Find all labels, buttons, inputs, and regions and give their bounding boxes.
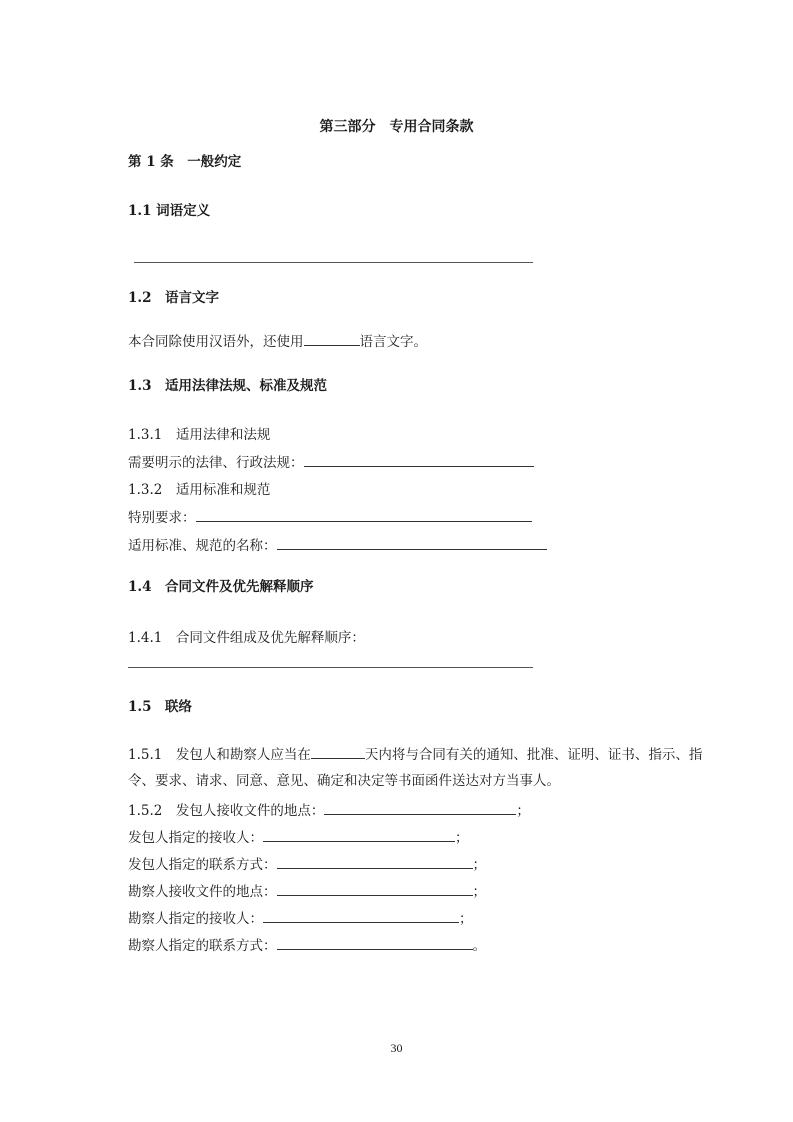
document-order-label: 1.4.1 合同文件组成及优先解释顺序：: [128, 630, 365, 646]
notice-clause-line-2: 令、要求、请求、同意、意见、确定和决定等书面函件送达对方当事人。: [128, 773, 560, 789]
surveyor-address-label: 勘察人接收文件的地点：: [128, 884, 277, 900]
article-1-heading: 第 1 条 一般约定: [128, 154, 242, 170]
surveyor-contact-blank[interactable]: [277, 936, 473, 950]
section-1-3-heading: 1.3 适用法律法规、标准及规范: [128, 378, 327, 394]
special-requirements-field: [128, 508, 532, 528]
page-title: 第三部分 专用合同条款: [319, 119, 474, 135]
notice-text-before: 1.5.1 发包人和勘察人应当在: [128, 747, 311, 763]
laws-blank[interactable]: [304, 453, 534, 467]
semicolon: ；: [472, 857, 486, 873]
section-1-1-heading: 1.1 词语定义: [128, 203, 211, 219]
notice-text-after: 天内将与合同有关的通知、批准、证明、证书、指示、指: [364, 747, 703, 763]
section-1-2-heading: 1.2 语言文字: [128, 290, 219, 306]
employer-address-blank[interactable]: [324, 801, 516, 815]
standards-names-field: [128, 536, 547, 556]
language-clause: [128, 332, 427, 352]
surveyor-address-field: [128, 882, 486, 902]
employer-recipient-field: [128, 828, 469, 848]
surveyor-contact-label: 勘察人指定的联系方式：: [128, 938, 277, 954]
standards-names-label: 适用标准、规范的名称：: [128, 538, 277, 554]
document-order-blank-line[interactable]: [128, 667, 533, 668]
page-number: 30: [390, 1041, 403, 1055]
employer-contact-blank[interactable]: [277, 855, 473, 869]
special-requirements-blank[interactable]: [196, 508, 532, 522]
subsection-1-3-2-heading: 1.3.2 适用标准和规范: [128, 482, 271, 498]
employer-recipient-label: 发包人指定的接收人：: [128, 830, 263, 846]
employer-address-field: [128, 801, 530, 821]
semicolon: ；: [459, 911, 473, 927]
language-blank[interactable]: [304, 332, 360, 346]
employer-recipient-blank[interactable]: [263, 828, 455, 842]
special-requirements-label: 特别要求：: [128, 510, 196, 526]
employer-contact-label: 发包人指定的联系方式：: [128, 857, 277, 873]
definitions-blank-line[interactable]: [134, 262, 533, 263]
surveyor-recipient-field: [128, 909, 473, 929]
employer-address-label: 1.5.2 发包人接收文件的地点：: [128, 803, 325, 819]
surveyor-contact-field: [128, 936, 486, 956]
surveyor-recipient-blank[interactable]: [263, 909, 459, 923]
standards-names-blank[interactable]: [277, 536, 547, 550]
laws-label: 需要明示的法律、行政法规：: [128, 455, 304, 471]
subsection-1-3-1-heading: 1.3.1 适用法律和法规: [128, 427, 271, 443]
surveyor-address-blank[interactable]: [277, 882, 473, 896]
semicolon: ；: [472, 884, 486, 900]
section-1-4-heading: 1.4 合同文件及优先解释顺序: [128, 579, 314, 595]
period: 。: [472, 938, 486, 954]
language-text-after: 语言文字。: [359, 334, 427, 350]
semicolon: ；: [516, 803, 530, 819]
language-text-before: 本合同除使用汉语外，还使用: [128, 334, 304, 350]
section-1-5-heading: 1.5 联络: [128, 699, 192, 715]
notice-days-blank[interactable]: [311, 745, 365, 759]
laws-field: [128, 453, 534, 473]
semicolon: ；: [455, 830, 469, 846]
employer-contact-field: [128, 855, 486, 875]
notice-clause-line-1: [128, 745, 702, 765]
surveyor-recipient-label: 勘察人指定的接收人：: [128, 911, 263, 927]
